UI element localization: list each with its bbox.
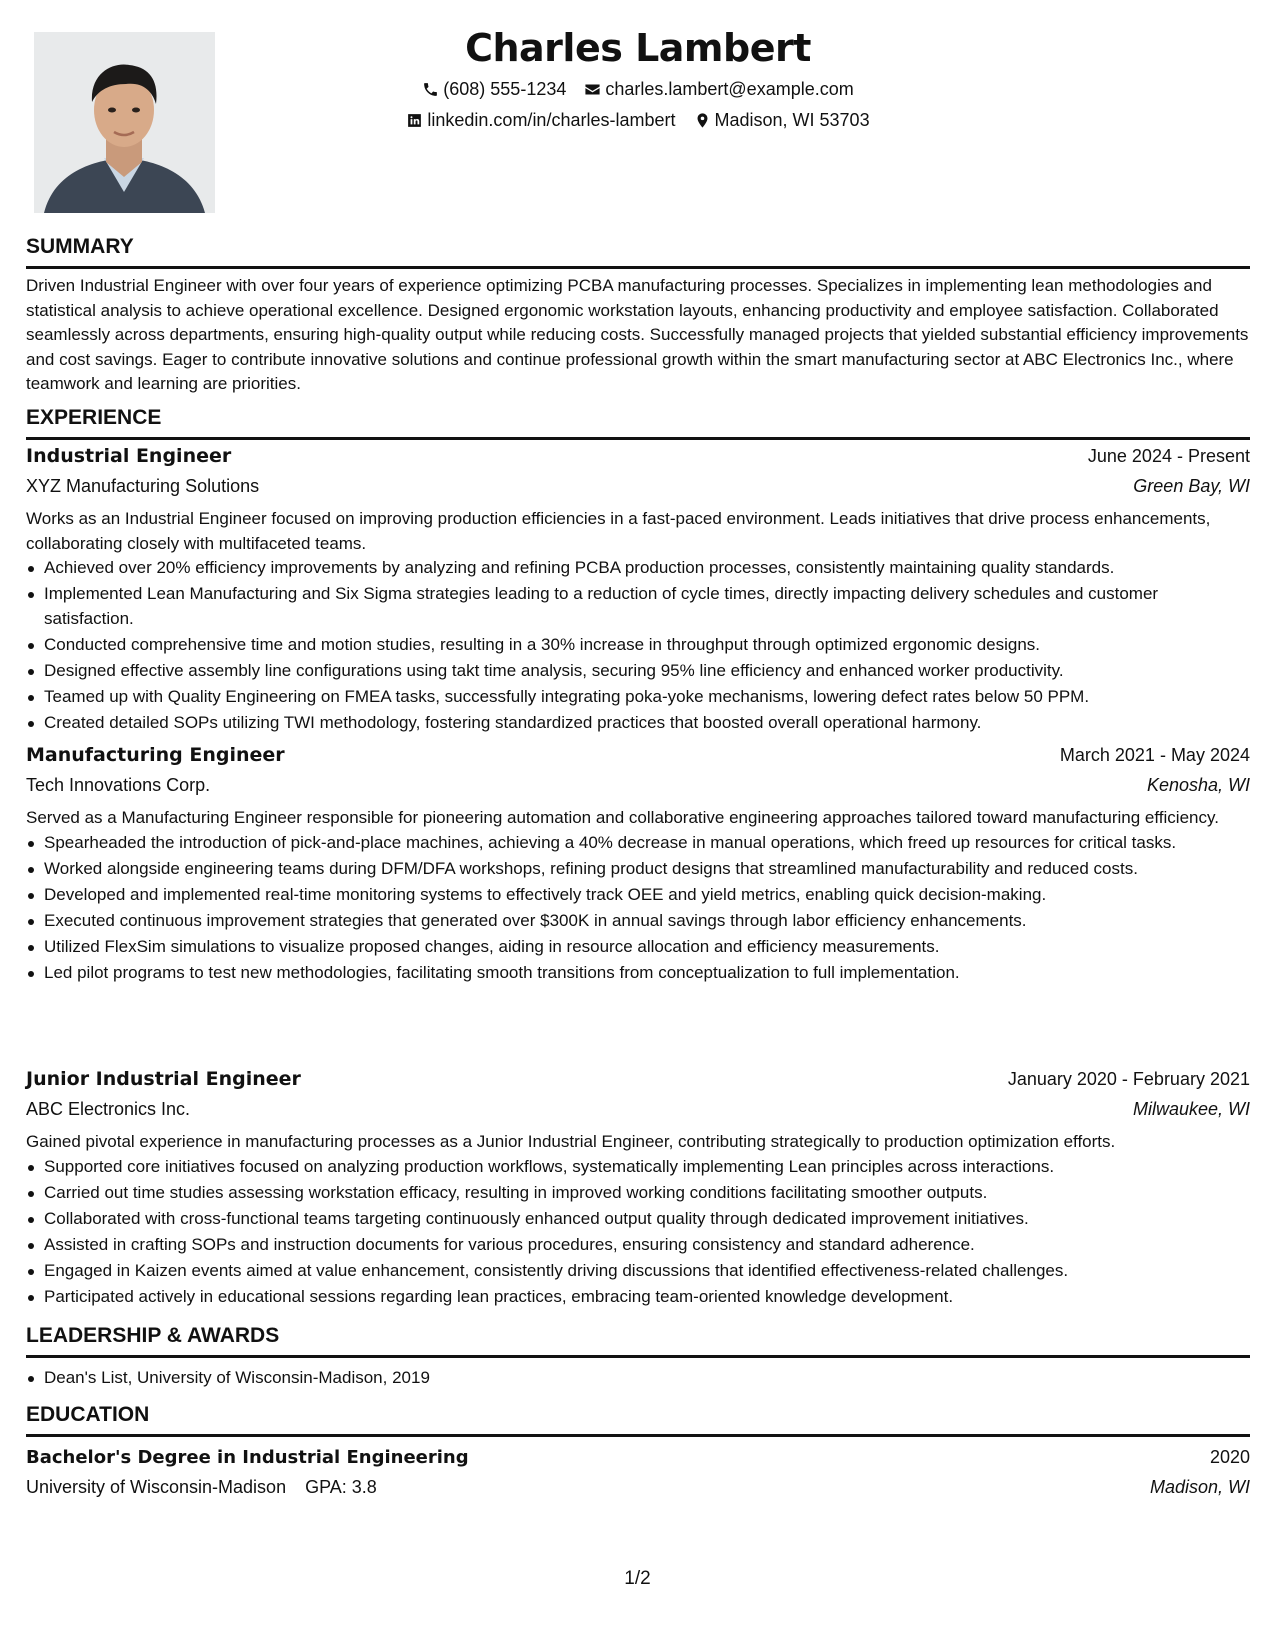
list-item: Assisted in crafting SOPs and instruction documents for various procedures, ensuring consistency and standard adherence. — [26, 1233, 1250, 1258]
job-bullets — [26, 1155, 1250, 1310]
section-title-experience: EXPERIENCE — [26, 406, 162, 429]
job-entry — [26, 740, 1250, 987]
job-description: Served as a Manufacturing Engineer responsible for pioneering automation and collaborative engineering approaches tailored toward manufacturing efficiency. — [26, 808, 1219, 827]
list-item: Carried out time studies assessing workstation efficacy, resulting in improved working conditions facilitating smoother outputs. — [26, 1181, 1250, 1206]
job-bullets — [26, 556, 1250, 735]
list-item: Led pilot programs to test new methodologies, facilitating smooth transitions from conceptualization to full implementation. — [26, 961, 1250, 986]
section-divider — [26, 437, 1250, 440]
contact-phone — [422, 74, 566, 105]
list-item: Worked alongside engineering teams during DFM/DFA workshops, refining product designs that streamlined manufacturability and reduced costs. — [26, 857, 1250, 882]
list-item: Executed continuous improvement strategies that generated over $300K in annual savings through labor efficiency enhancements. — [26, 909, 1250, 934]
awards-list — [26, 1366, 1250, 1391]
contact-location — [694, 105, 870, 136]
job-company: ABC Electronics Inc. — [26, 1099, 191, 1119]
job-description: Works as an Industrial Engineer focused on improving production efficiencies in a fast-paced environment. Leads initiatives that drive process enhancements, collaborating closely with multifaceted teams. — [26, 509, 1211, 553]
job-dates: June 2024 - Present — [1087, 446, 1250, 466]
list-item: Participated actively in educational sessions regarding lean practices, embracing team-oriented knowledge development. — [26, 1285, 1250, 1310]
section-divider — [26, 266, 1250, 269]
candidate-name: Charles Lambert — [465, 26, 811, 70]
job-title: Industrial Engineer — [26, 445, 232, 467]
page-number: 1/2 — [624, 1568, 651, 1589]
list-item: Supported core initiatives focused on analyzing production workflows, systematically implementing Lean principles across interactions. — [26, 1155, 1250, 1180]
phone-text: (608) 555-1234 — [443, 79, 567, 99]
job-location: Kenosha, WI — [1146, 775, 1250, 795]
education-school: University of Wisconsin-Madison — [26, 1477, 287, 1497]
list-item: Teamed up with Quality Engineering on FMEA tasks, successfully integrating poka-yoke mechanisms, lowering defect rates below 50 PPM. — [26, 685, 1250, 710]
job-bullets — [26, 831, 1250, 986]
job-dates: January 2020 - February 2021 — [1007, 1069, 1250, 1089]
education-degree: Bachelor's Degree in Industrial Engineering — [26, 1447, 469, 1468]
list-item: Achieved over 20% efficiency improvements by analyzing and refining PCBA production processes, consistently maintaining quality standards. — [26, 556, 1250, 581]
email-link[interactable]: charles.lambert@example.com — [605, 79, 854, 99]
contact-row-1 — [26, 74, 1250, 105]
education-section — [26, 1402, 1250, 1501]
resume-page — [26, 0, 1250, 1650]
resume-header — [26, 22, 1250, 136]
education-gpa: GPA: 3.8 — [305, 1477, 377, 1497]
section-title-summary: SUMMARY — [26, 235, 134, 258]
phone-icon — [422, 81, 439, 98]
list-item: Engaged in Kaizen events aimed at value enhancement, consistently driving discussions that identified effectiveness-related challenges. — [26, 1259, 1250, 1284]
section-title-leadership: LEADERSHIP & AWARDS — [26, 1324, 280, 1347]
job-entry — [26, 1064, 1250, 1311]
job-title: Manufacturing Engineer — [26, 744, 285, 766]
location-text: Madison, WI 53703 — [714, 110, 870, 130]
contact-email[interactable] — [584, 74, 853, 105]
linkedin-link[interactable]: linkedin.com/in/charles-lambert — [427, 110, 676, 130]
summary-text: Driven Industrial Engineer with over four years of experience optimizing PCBA manufacturing processes. Specializes in implementing lean methodologies and statistical analysis to achieve operational excellence. Designed ergonomic workstation layouts, enhancing productivity and employee satisfaction. Collaborated seamlessly across departments, ensuring high-quality output while reducing costs. Successfully managed projects that yielded substantial efficiency improvements and cost savings. Eager to contribute innovative solutions and continue professional growth within the smart manufacturing sector at ABC Electronics Inc., where teamwork and learning are priorities. — [26, 276, 1249, 394]
list-item: Designed effective assembly line configurations using takt time analysis, securing 95% line efficiency and enhanced worker productivity. — [26, 659, 1250, 684]
job-company: Tech Innovations Corp. — [26, 775, 211, 795]
experience-section — [26, 405, 1250, 440]
contact-row-2 — [26, 105, 1250, 136]
list-item: Utilized FlexSim simulations to visualize proposed changes, aiding in resource allocation and efficiency measurements. — [26, 935, 1250, 960]
leadership-section — [26, 1323, 1250, 1392]
section-title-education: EDUCATION — [26, 1403, 150, 1426]
list-item: Spearheaded the introduction of pick-and-place machines, achieving a 40% decrease in manual operations, which freed up resources for critical tasks. — [26, 831, 1250, 856]
list-item: Conducted comprehensive time and motion studies, resulting in a 30% increase in throughput through optimized ergonomic designs. — [26, 633, 1250, 658]
section-divider — [26, 1434, 1250, 1437]
list-item: Implemented Lean Manufacturing and Six Sigma strategies leading to a reduction of cycle times, directly impacting delivery schedules and customer satisfaction. — [26, 582, 1250, 631]
education-location: Madison, WI — [1149, 1477, 1250, 1497]
summary-section — [26, 234, 1250, 397]
map-pin-icon — [694, 112, 711, 129]
section-divider — [26, 1355, 1250, 1358]
job-location: Milwaukee, WI — [1132, 1099, 1250, 1119]
job-location: Green Bay, WI — [1133, 476, 1250, 496]
job-entry — [26, 441, 1250, 737]
education-year: 2020 — [1209, 1447, 1250, 1467]
job-description: Gained pivotal experience in manufacturing processes as a Junior Industrial Engineer, contributing strategically to production optimization efforts. — [26, 1132, 1116, 1151]
linkedin-icon — [406, 112, 423, 129]
list-item: Developed and implemented real-time monitoring systems to effectively track OEE and yield metrics, enabling quick decision-making. — [26, 883, 1250, 908]
list-item: Dean's List, University of Wisconsin-Madison, 2019 — [26, 1366, 1250, 1391]
job-dates: March 2021 - May 2024 — [1059, 745, 1250, 765]
job-company: XYZ Manufacturing Solutions — [26, 476, 260, 496]
contact-linkedin[interactable] — [406, 105, 675, 136]
list-item: Created detailed SOPs utilizing TWI methodology, fostering standardized practices that boosted overall operational harmony. — [26, 711, 1250, 736]
list-item: Collaborated with cross-functional teams targeting continuously enhanced output quality through dedicated improvement initiatives. — [26, 1207, 1250, 1232]
job-title: Junior Industrial Engineer — [26, 1068, 301, 1090]
envelope-icon — [584, 81, 601, 98]
